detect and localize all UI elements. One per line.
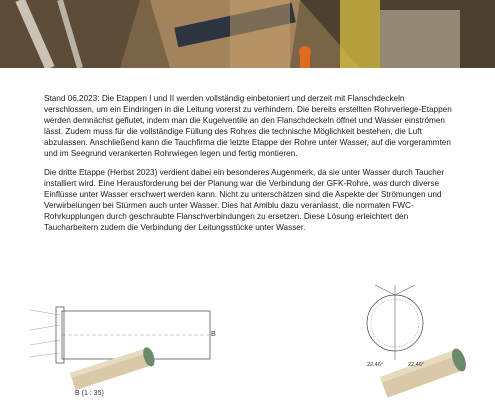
detail-label: B <box>211 331 216 338</box>
technical-drawing <box>0 285 495 400</box>
scale-label: B (1 : 35) <box>75 390 104 397</box>
article-body <box>44 93 456 240</box>
dimension-right: 22,46° <box>408 362 424 368</box>
paragraph-2: Die dritte Etappe (Herbst 2023) verdient dabei ein besonderes Augenmerk, da sie unter Wasser durch Taucher installiert wird. Eine Herausforderung bei der Planung war die Verbindung der GFK-Rohre, was durch diverse Einflüsse unter Wasser erschwert werden kann. Nicht zu unterschätzen sind die Aspekte der Strömungen und Verwirbelungen bei Stürmen auch unter Wasser. Dies hat Amiblu dazu veranlasst, die normalen FWC-Rohrkupplungen durch geschraubte Flanschverbindungen zu ersetzen. Diese Lösung erleichtert den Taucharbeitern zudem die Verbindung der Leitungsstücke unter Wasser. <box>44 167 445 233</box>
header-photo <box>0 0 495 68</box>
paragraph-1: Stand 06.2023: Die Etappen I und II werden vollständig einbetoniert und derzeit mit Flanschdeckeln verschlossen, um ein Eindringen in die Leitung vorerst zu verhindern. Die bereits erstellten Rohrverlege-Etappen werden demnächst geflutet, indem man die Kugelventile an den Flanschdeckeln öffnet und Wasser einströmen lässt. Zudem muss für die vollständige Füllung des Rohres die technische Möglichkeit bestehen, die Luft abzulassen. Anschließend kann die Tauchfirma die letzte Etappe der Rohre unter Wasser, auf die vorgerammten und im Seegrund verankerten Rohrwiegen legen und fertig montieren. <box>44 94 452 159</box>
dimension-left: 22,46° <box>367 362 383 368</box>
